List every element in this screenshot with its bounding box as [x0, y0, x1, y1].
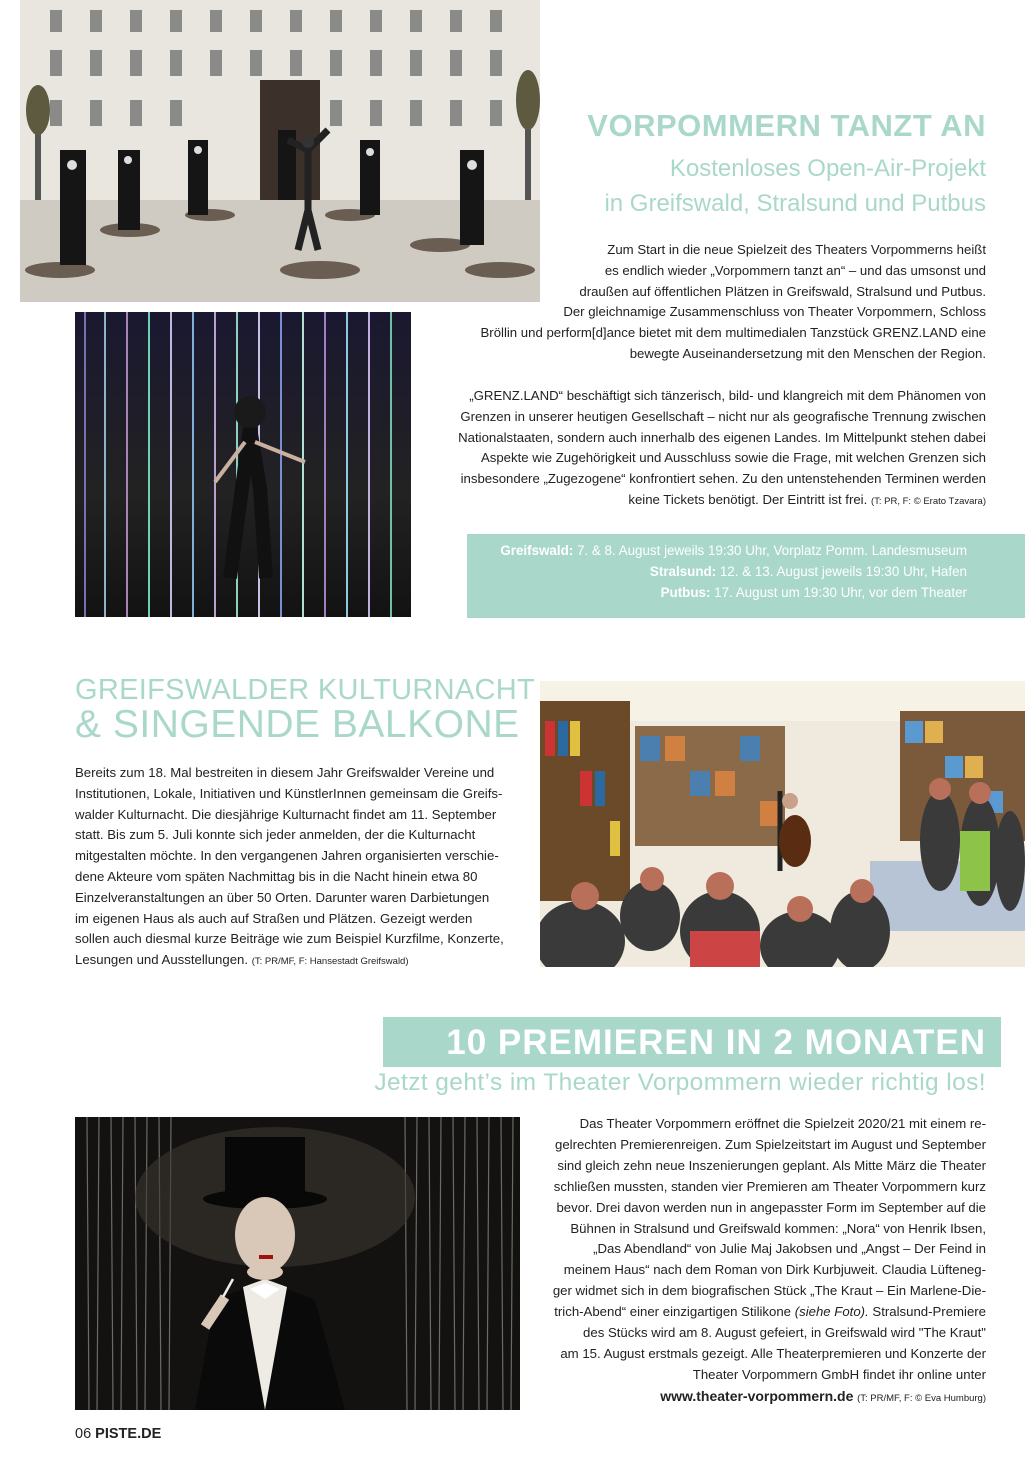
article1-credit: (T: PR, F: © Erato Tzavara) — [870, 495, 986, 507]
article1-para1-line: Bröllin und perform[d]ance bietet mit dem multimedialen Tanzstück GRENZ.LAND eine — [480, 325, 986, 341]
article2-line: statt. Bis zum 5. Juli konnte sich jeder anmelden, der die Kulturnacht — [75, 827, 476, 843]
article3-line: schließen mussten, standen vier Premieren am Theater Vorpommern kurz — [553, 1178, 986, 1194]
article1-paragraph1 — [426, 240, 986, 365]
article3-line: des Stücks wird am 8. August gefeiert, in Greifswald wird "The Kraut" — [583, 1325, 986, 1341]
article2-line: Institutionen, Lokale, Initiativen und KünstlerInnen gemeinsam die Greifs- — [75, 785, 503, 801]
dates-infobox — [467, 534, 1025, 618]
article3-line-foto — [526, 1302, 986, 1323]
article3-line: meinem Haus“ nach dem Roman von Dirk Kurbjuweit. Claudia Lüfteneg- — [563, 1262, 986, 1278]
article2-text: Lesungen und Ausstellungen. — [75, 952, 249, 968]
article1-subtitle-line1: Kostenloses Open-Air-Projekt — [669, 155, 986, 182]
article2-line: Einzelveranstaltungen an über 50 Orten. Darunter waren Darbietungen — [75, 889, 490, 905]
article3-subtitle: Jetzt geht’s im Theater Vorpommern wieder richtig los! — [374, 1069, 986, 1096]
article1-para2-line: Aspekte wie Zugehörigkeit und Ausschluss sowie die Frage, mit welchen Grenzen sich — [480, 450, 986, 466]
article1-para1-line: bewegte Auseinandersetzung mit den Menschen der Region. — [629, 345, 986, 361]
article3-line: am 15. August erstmals gezeigt. Alle Theaterpremieren und Konzerte der — [560, 1345, 986, 1361]
article2-body — [75, 763, 515, 973]
article2-line: im eigenen Haus als auch auf Straßen und Plätzen. Gezeigt werden — [75, 910, 473, 926]
date-greifswald — [500, 543, 967, 558]
article3-body — [526, 1114, 986, 1410]
article2-line: sollen auch diesmal kurze Beiträge wie zum Beispiel Kurzfilme, Konzerte, — [75, 931, 504, 947]
article3-line: gelrechten Premierenreigen. Zum Spielzeitstart im August und September — [554, 1136, 986, 1152]
page-footer — [75, 1426, 161, 1442]
date-city: Putbus: — [660, 585, 711, 600]
article1-para1-line: Der gleichnamige Zusammenschluss von Theater Vorpommern, Schloss — [563, 304, 986, 320]
date-info: 7. & 8. August jeweils 19:30 Uhr, Vorplatz Pomm. Landesmuseum — [573, 543, 967, 558]
article1-para1-line: draußen auf öffentlichen Plätzen in Greifswald, Stralsund und Putbus. — [579, 283, 986, 299]
article3-line: Bühnen in Stralsund und Greifswald kommen: „Nora“ von Henrik Ibsen, — [570, 1220, 986, 1236]
article2-line-last — [75, 950, 515, 973]
article1-para2-line: „GRENZ.LAND“ beschäftigt sich tänzerisch, bild- und klangreich mit dem Phänomen von — [469, 388, 986, 403]
article3-line: ger widmet sich in dem biografischen Stück „The Kraut – Ein Marlene-Die- — [552, 1283, 986, 1299]
date-putbus — [661, 585, 967, 600]
article1-para2-line-last — [426, 490, 986, 513]
article1-para1-line: es endlich wieder „Vorpommern tanzt an“ – und das umsonst und — [604, 262, 986, 278]
article3-text: Stralsund-Premiere — [868, 1304, 986, 1320]
article3-line: Das Theater Vorpommern eröffnet die Spielzeit 2020/21 mit einem re- — [579, 1116, 986, 1131]
article1-para1-line: Zum Start in die neue Spielzeit des Theaters Vorpommerns heißt — [607, 242, 986, 257]
performer-top-hat-photo — [75, 1117, 520, 1410]
dancer-light-strings-photo — [75, 312, 411, 617]
article1-title: VORPOMMERN TANZT AN — [587, 108, 986, 143]
page-number: 06 — [75, 1426, 92, 1442]
article1-para2-line: Nationalstaaten, sondern auch innerhalb des eigenen Landes. Im Mittelpunkt stehen dabei — [458, 429, 986, 445]
article3-foto-note: (siehe Foto). — [794, 1304, 869, 1320]
date-info: 12. & 13. August jeweils 19:30 Uhr, Hafen — [716, 564, 967, 579]
article3-title: 10 PREMIEREN IN 2 MONATEN — [446, 1023, 986, 1062]
date-city: Greifswald: — [500, 543, 574, 558]
article1-paragraph2 — [426, 386, 986, 513]
article1-para2-line: Grenzen in unserer heutigen Gesellschaft – nicht nur als geografische Trennung zwischen — [460, 408, 986, 424]
article3-line: sind gleich zehn neue Inszenierungen geplant. Als Mitte März die Theater — [557, 1157, 986, 1173]
article3-credit: (T: PR/MF, F: © Eva Humburg) — [857, 1392, 986, 1404]
article3-line-last — [526, 1386, 986, 1410]
article2-line: mitgestalten möchte. In den vergangenen Jahren organisierten verschie- — [75, 848, 499, 864]
article2-line: Bereits zum 18. Mal bestreiten in diesem Jahr Greifswalder Vereine und — [75, 765, 495, 780]
article2-title-line1: GREIFSWALDER KULTURNACHT — [75, 674, 535, 706]
article2-credit: (T: PR/MF, F: Hansestadt Greifswald) — [251, 956, 409, 968]
theater-website-link[interactable]: www.theater-vorpommern.de — [660, 1387, 854, 1404]
article1-subtitle-line2: in Greifswald, Stralsund und Putbus — [604, 190, 986, 217]
brand-name: PISTE.DE — [95, 1426, 162, 1442]
bookstore-concert-photo — [540, 681, 1025, 967]
article2-line: walder Kulturnacht. Die diesjährige Kulturnacht findet am 11. September — [75, 806, 497, 822]
article1-para2-text: keine Tickets benötigt. Der Eintritt ist frei. — [628, 491, 868, 507]
article1-subtitle — [604, 151, 986, 221]
article1-para2-line: insbesondere „Zugezogene“ konfrontiert sehen. Zu den untenstehenden Terminen werden — [460, 471, 986, 487]
date-stralsund — [650, 564, 967, 579]
article3-line: „Das Abendland“ von Julie Maj Jakobsen und „Angst – Der Feind in — [593, 1241, 986, 1257]
article2-line: dene Akteure vom späten Nachmittag bis in die Nacht hinein etwa 80 — [75, 868, 478, 884]
date-info: 17. August um 19:30 Uhr, vor dem Theater — [710, 585, 967, 600]
date-city: Stralsund: — [649, 564, 717, 579]
article3-line: bevor. Drei davon werden nun in angepasster Form im September auf die — [556, 1199, 986, 1215]
article2-title-line2: & SINGENDE BALKONE — [75, 703, 520, 746]
article3-line: Theater Vorpommern GmbH findet ihr online unter — [692, 1366, 986, 1382]
article3-text: trich-Abend“ einer einzigartigen Stilikone — [554, 1304, 792, 1320]
